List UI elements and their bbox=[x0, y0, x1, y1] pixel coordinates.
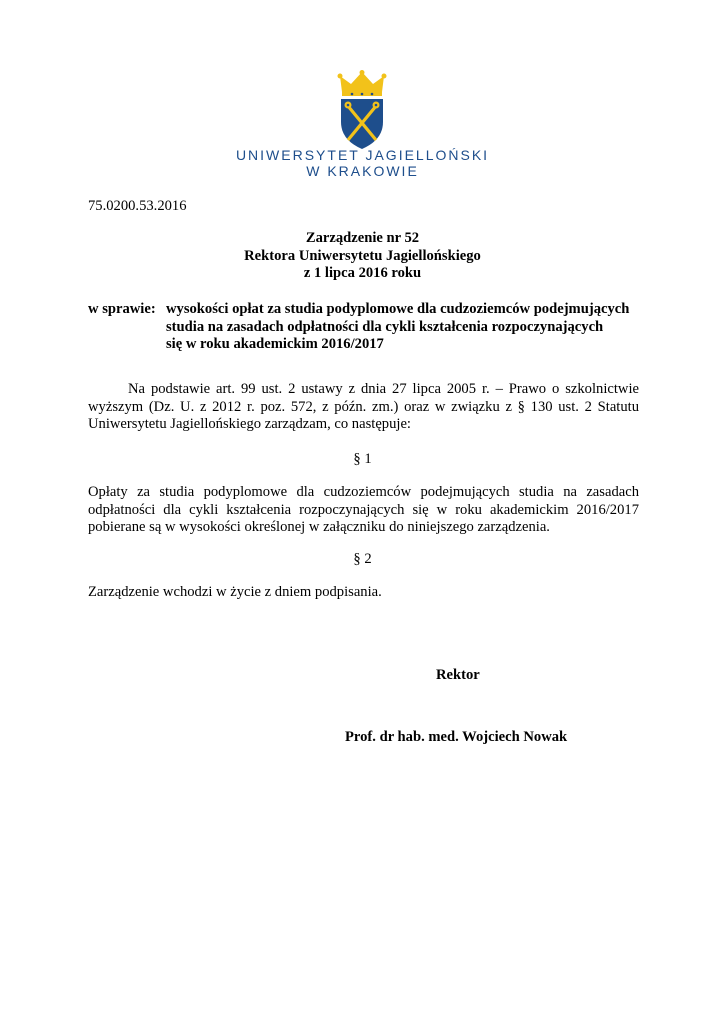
title-line-2: Rektora Uniwersytetu Jagiellońskiego bbox=[244, 247, 481, 264]
legal-basis-paragraph: Na podstawie art. 99 ust. 2 ustawy z dnia 27 lipca 2005 r. – Prawo o szkolnictwie wyższym (Dz. U. z 2012 r. poz. 572, z późn. zm.) oraz w związku z § 130 ust. 2 Statutu Uniwersytetu Jagiellońskiego zarządzam, co następuje: bbox=[88, 381, 639, 433]
subject-line-2: studia na zasadach odpłatności dla cykli kształcenia rozpoczynających bbox=[166, 318, 604, 335]
jagiellonian-crest-icon bbox=[336, 70, 388, 150]
title-line-1: Zarządzenie nr 52 bbox=[305, 230, 420, 246]
section-1-heading: § 1 bbox=[353, 451, 372, 467]
subject-line-3: się w roku akademickim 2016/2017 bbox=[166, 336, 384, 353]
section-2-text: Zarządzenie wchodzi w życie z dniem podpisania. bbox=[88, 584, 382, 600]
signature-name: Prof. dr hab. med. Wojciech Nowak bbox=[345, 729, 568, 745]
university-name-line1: UNIWERSYTET JAGIELLOŃSKI bbox=[235, 147, 490, 163]
signature-title: Rektor bbox=[436, 667, 480, 683]
university-name-line2: W KRAKOWIE bbox=[306, 163, 419, 179]
subject-line-1: wysokości opłat za studia podyplomowe dla cudzoziemców podejmujących bbox=[166, 301, 630, 317]
subject-label: w sprawie: bbox=[88, 301, 156, 317]
document-title bbox=[0, 230, 725, 283]
title-line-3: z 1 lipca 2016 roku bbox=[303, 265, 422, 282]
section-1-text: Opłaty za studia podyplomowe dla cudzoziemców podejmujących studia na zasadach odpłatności dla cykli kształcenia rozpoczynających się w roku akademickim 2016/2017 pobierane są w wysokości określonej w załączniku do niniejszego zarządzenia. bbox=[88, 484, 639, 536]
reference-number: 75.0200.53.2016 bbox=[88, 198, 187, 214]
section-2-heading: § 2 bbox=[353, 551, 372, 567]
subject-text bbox=[166, 301, 639, 354]
